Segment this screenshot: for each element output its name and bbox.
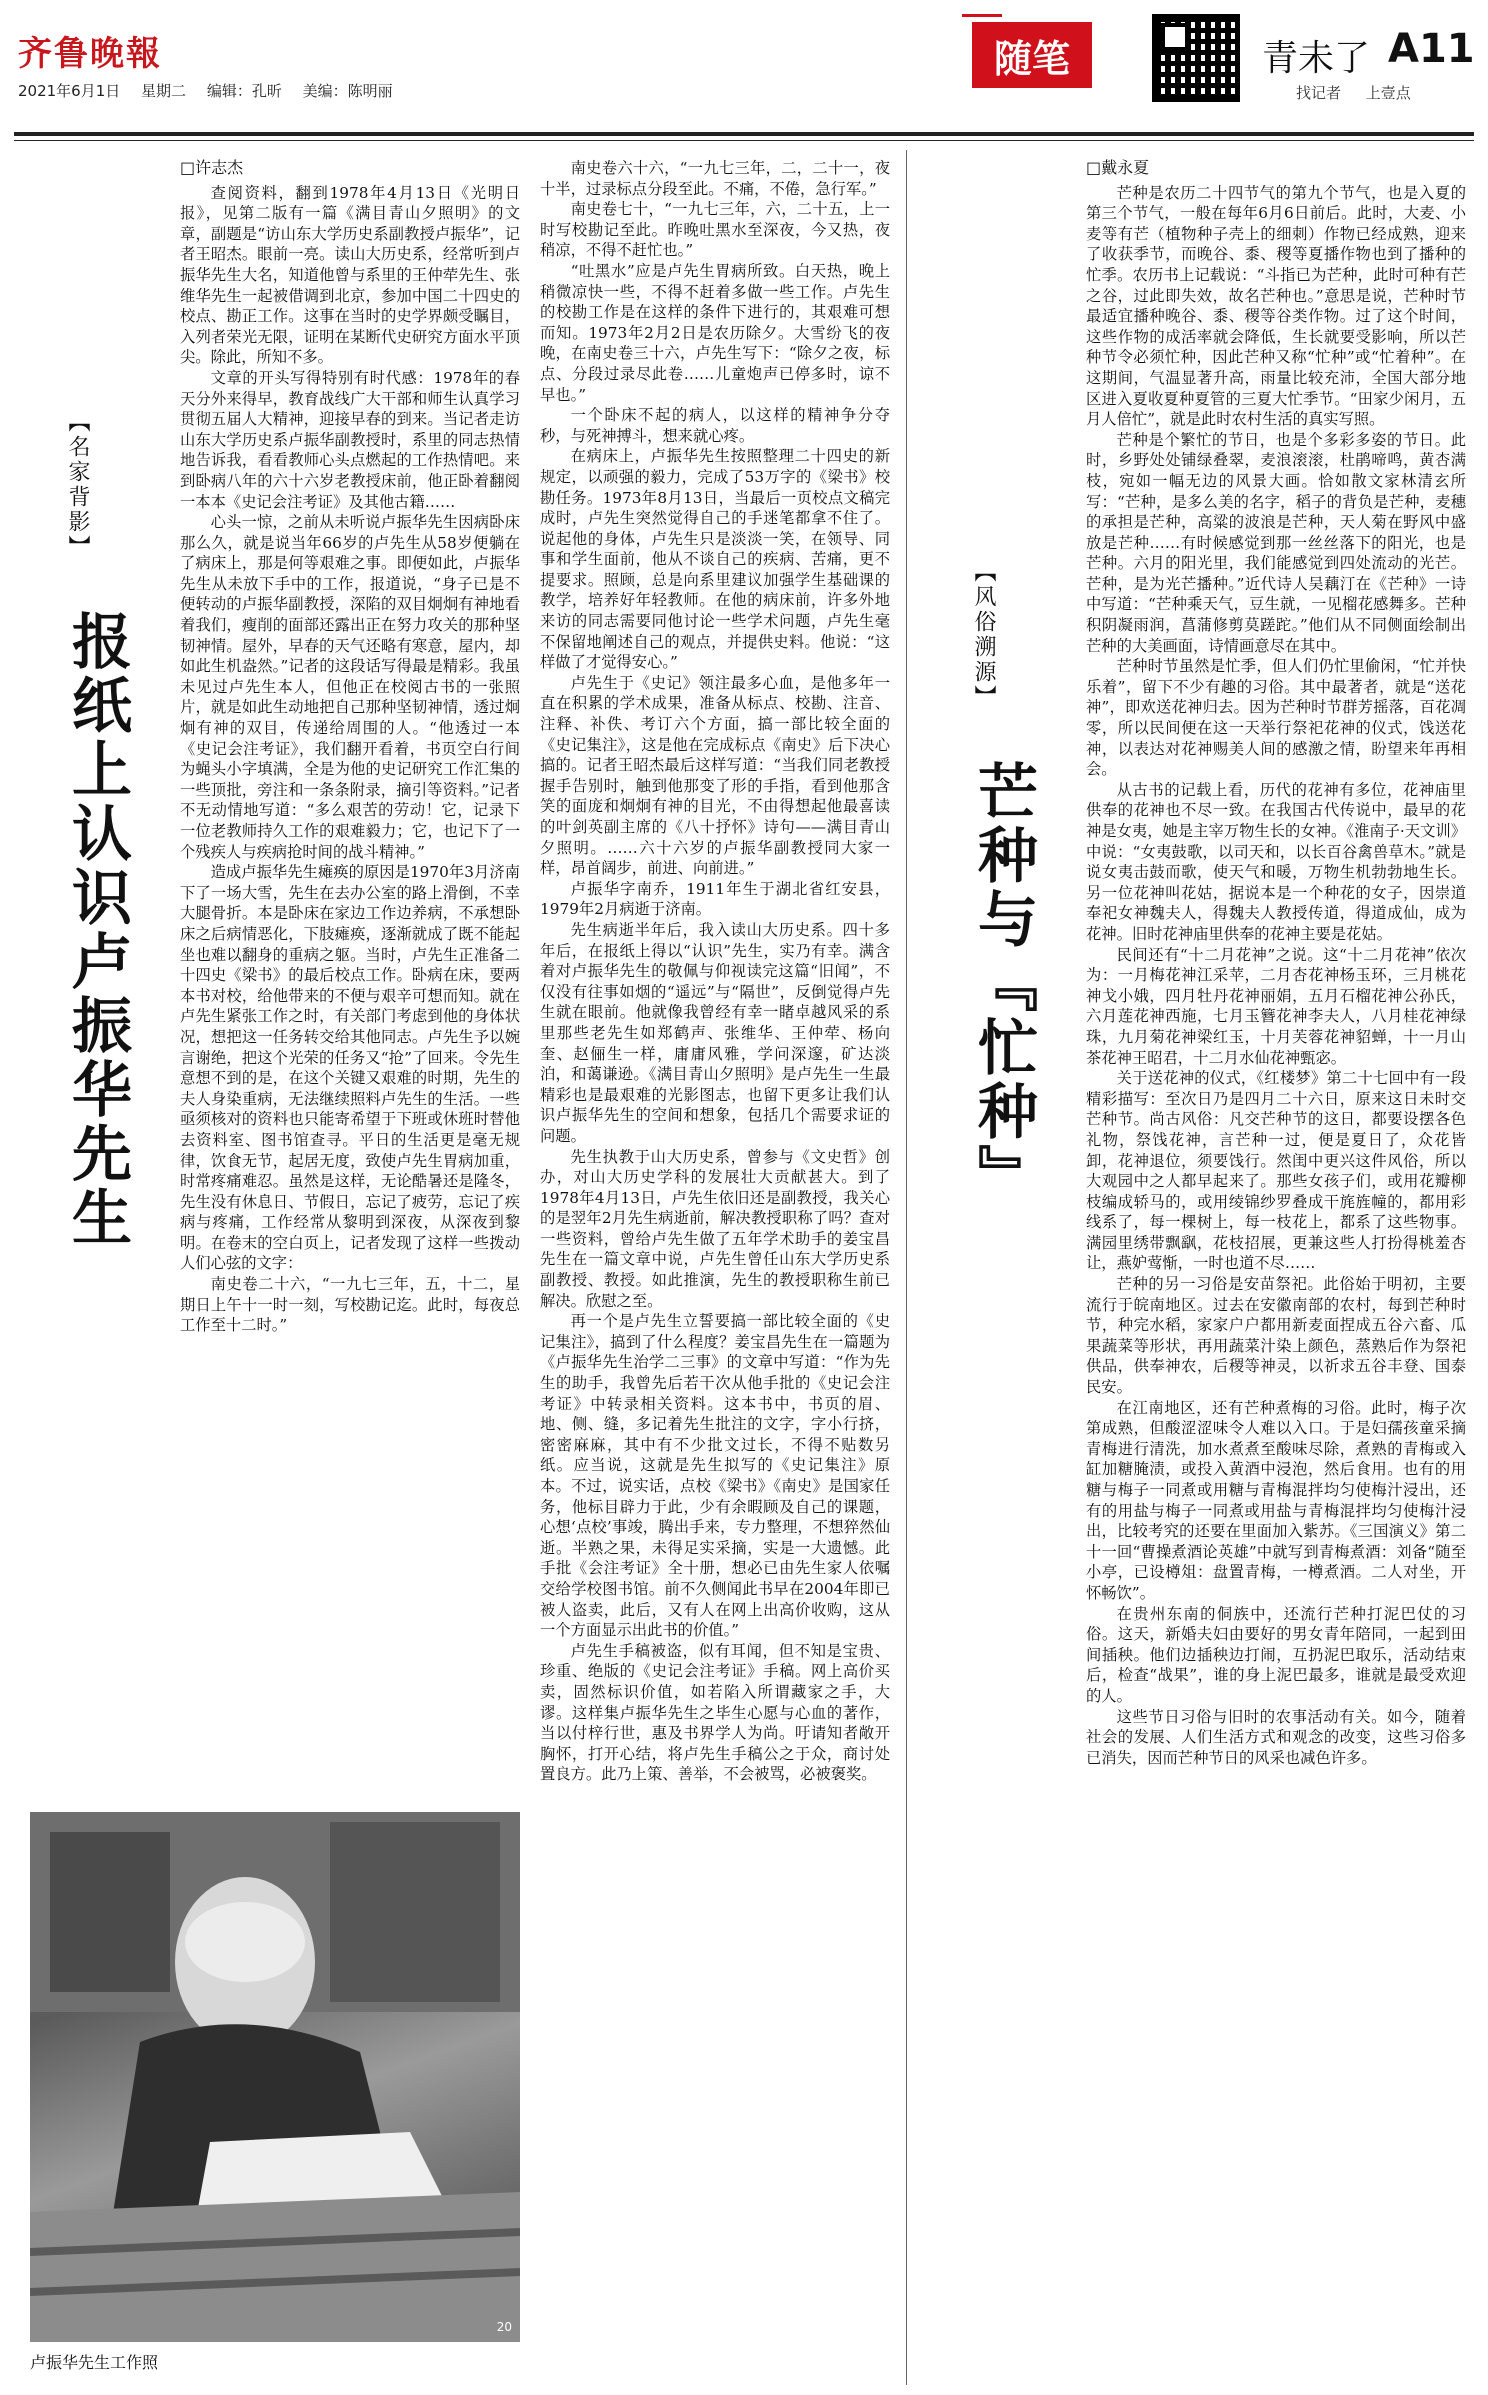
article2-title: 芒种与『忙种』 [968, 760, 1038, 1208]
page-number: A11 [1388, 26, 1475, 72]
paragraph: 南史卷七十，“一九七三年，六，二十五，上一时写校勘记至此。昨晚吐黑水至深夜，今又热，夜稍凉，不得不赶忙也。” [540, 200, 890, 260]
newspaper-logo: 齐鲁晚報 [18, 34, 162, 74]
paragraph: 再一个是卢先生立誓要搞一部比较全面的《史记集注》，搞到了什么程度？姜宝昌先生在一篇题为《卢振华先生治学二三事》的文章中写道：“作为先生的助手，我曾先后若干次从他手批的《史记会注考证》中转录相关资料。这本书中，书页的眉、地、侧、缝，多记着先生批注的文字，字小行挤，密密麻麻，其中有不少批文过长，不得不贴数另纸。应当说，这就是先生拟写的《史记集注》原本。不过，说实话，点校《梁书》《南史》是国家任务，他标目辟力于此，少有余暇顾及自己的课题，心想‘点校’事竣，腾出手来，专力整理，不想猝然仙逝。半熟之果，未得足实采摘，实是一大遗憾。此手批《会注考证》全十册，想必已由先生家人依嘱交给学校图书馆。前不久侧闻此书早在2004年即已被人盗卖，此后，又有人在网上出高价收购，这从一个方面显示出此书的价值。” [540, 1312, 890, 1640]
qr-code-icon [1152, 14, 1240, 102]
section-tag: 随笔 [972, 22, 1092, 88]
paragraph: 在江南地区，还有芒种煮梅的习俗。此时，梅子次第成熟，但酸涩涩味令人难以入口。于是妇孺孩童采摘青梅进行清洗，加水煮煮至酸味尽除，煮熟的青梅或入缸加糖腌渍，或投入黄酒中浸泡，然后食用。也有的用糖与梅子一同煮或用糖与青梅混拌均匀使梅汁浸出，还有的用盐与梅子一同煮或用盐与青梅混拌均匀使梅汁浸出，比较考究的还要在里面加入紫苏。《三国演义》第二十一回“曹操煮酒论英雄”中就写到青梅煮酒：刘备“随至小亭，已设樽俎：盘置青梅，一樽煮酒。二人对坐，开怀畅饮”。 [1086, 1398, 1466, 1602]
paragraph: 芒种是农历二十四节气的第九个节气，也是入夏的第三个节气，一般在每年6月6日前后。此时，大麦、小麦等有芒（植物种子壳上的细刺）作物已经成熟，迎来了收获季节，而晚谷、黍、稷等夏播作物也到了播种的忙季。农历书上记载说：“斗指已为芒种，此时可种有芒之谷，过此即失效，故名芒种也。”意思是说，芒种时节最适宜播种晚谷、黍、稷等谷类作物。过了这个时间，这些作物的成活率就会降低，生长就要受影响，所以芒种节令必须忙种，因此芒种又称“忙种”或“忙着种”。在这期间，气温显著升高，雨量比较充沛，全国大部分地区进入夏收夏种夏管的三夏大忙季节。“田家少闲月，五月人倍忙”，就是此时农村生活的真实写照。 [1086, 183, 1466, 429]
paragraph: 先生病逝半年后，我入读山大历史系。四十多年后，在报纸上得以“认识”先生，实乃有幸。满含着对卢振华先生的敬佩与仰视读完这篇“旧闻”，不仅没有往事如烟的“遥远”与“隔世”，反倒觉得卢先生就在眼前。他就像我曾经有幸一睹卓越风采的系里那些老先生如郑鹤声、张维华、王仲荦、杨向奎、赵俪生一样，庸庸风雅，学问深邃，矿达淡泊，和蔼谦逊。《满目青山夕照明》是卢先生一生最精彩也是最艰难的光影图志，也留下更多让我们认识卢振华先生的空间和想象，包括几个需要求证的问题。 [540, 920, 890, 1145]
page-name: 青未了 [1262, 38, 1371, 79]
article1-title: 报纸上认识卢振华先生 [62, 610, 132, 1250]
photo-caption: 卢振华先生工作照 [30, 2353, 159, 2372]
masthead-rule [14, 132, 1474, 136]
paragraph: 造成卢振华先生瘫痪的原因是1970年3月济南下了一场大雪，先生在去办公室的路上滑倒，不幸大腿骨折。本是卧床在家边工作边养病，不承想卧床之后病情恶化，下肢瘫痪，逐渐就成了既不能起坐也难以翻身的重病之躯。当时，卢先生正准备二十四史《梁书》的最后校点工作。卧病在床，要两本书对校，给他带来的不便与艰辛可想而知。就在卢先生紧张工作之时，有关部门考虑到他的身体状况，想把这一任务转交给其他同志。卢先生予以婉言谢绝，把这个光荣的任务又“抢”了回来。令先生意想不到的是，在这个关键又艰难的时期，先生的夫人身染重病，无法继续照料卢先生的生活。一些亟须核对的资料也只能寄希望于下班或休班时替他去资料室、图书馆查寻。平日的生活更是毫无规律，饮食无节，起居无度，致使卢先生胃病加重，时常疼痛难忍。虽然是这样，无论酷暑还是隆冬，先生没有休息日、节假日，忘记了疲劳，忘记了疾病与疼痛，工作经常从黎明到深夜，从深夜到黎明。在卷末的空白页上，记者发现了这样一些拨动人们心弦的文字： [180, 863, 520, 1273]
article1-tag: 【名家背影】 [65, 410, 90, 560]
article1-column-1 [180, 158, 520, 1798]
paragraph: 心头一惊，之前从未听说卢振华先生因病卧床那么久，就是说当年66岁的卢先生从58岁便躺在了病床上，那是何等艰难之事。即便如此，卢振华先生从未放下手中的工作，报道说，“身子已是不便转动的卢振华副教授，深陷的双目炯炯有神地看着我们，瘦削的面部还露出正在努力攻关的那种坚韧神情。屋外，早春的天气还略有寒意，屋内，却如此生机盎然。”记者的这段话写得最是精彩。我虽未见过卢先生本人，但他正在校阅古书的一张照片，就是如此生动地把自己那种坚韧神情，透过炯炯有神的双目，传递给周围的人。“他透过一本《史记会注考证》，我们翻开看着，书页空白行间为蝇头小字填满，全是为他的史记研究工作汇集的一些顶批，旁注和一条条附录，摘引等资料。”记者不无动情地写道：“多么艰苦的劳动！它，记录下一位老教师持久工作的艰难毅力；它，也记下了一个残疾人与疾病抢时间的战斗精神。” [180, 513, 520, 861]
paragraph: 在贵州东南的侗族中，还流行芒种打泥巴仗的习俗。这天，新婚夫妇由要好的男女青年陪同，一起到田间插秧。他们边插秧边打闹，互扔泥巴取乐，活动结束后，检查“战果”，谁的身上泥巴最多，谁就是最受欢迎的人。 [1086, 1604, 1466, 1705]
paragraph: 卢先生于《史记》领注最多心血，是他多年一直在积累的学术成果，准备从标点、校勘、注音、注释、补佚、考订六个方面，搞一部比较全面的《史记集注》，这是他在完成标点《南史》后下决心搞的。记者王昭杰最后这样写道：“当我们同老教授握手告别时，触到他那变了形的手指，看到他那含笑的面庞和炯炯有神的目光，不由得想起他最喜读的叶剑英副主席的《八十抒怀》诗句——满目青山夕照明。……六十六岁的卢振华副教授同大家一样，昂首阔步，前进、向前进。” [540, 673, 890, 878]
masthead-rule-thin [14, 140, 1474, 141]
paragraph: 从古书的记载上看，历代的花神有多位，花神庙里供奉的花神也不尽一致。在我国古代传说中，最早的花神是女夷，她是主宰万物生长的女神。《淮南子·天文训》中说：“女夷鼓歌，以司天和，以长百谷禽兽草木。”就是说女夷击鼓而歌，使天气和暖，万物生机勃勃地生长。另一位花神叫花姑，据说本是一个种花的女子，因崇道奉祀女神魏夫人，得魏夫人教授传道，得道成仙，成为花神。旧时花神庙里供奉的花神主要是花姑。 [1086, 780, 1466, 943]
paragraph: 卢先生手稿被盗，似有耳闻，但不知是宝贵、珍重、绝版的《史记会注考证》手稿。网上高价买卖，固然标识价值，如若陷入所谓藏家之手，大谬。这样集卢振华先生之毕生心愿与心血的著作，当以付梓行世，惠及书界学人为尚。吁请知者敞开胸怀，打开心结，将卢先生手稿公之于众，商讨处置良方。此乃上策、善举，不会被骂，必被褒奖。 [540, 1641, 890, 1784]
paragraph: 一个卧床不起的病人，以这样的精神争分夺秒，与死神搏斗，想来就心疼。 [540, 406, 890, 445]
paragraph: 芒种的另一习俗是安苗祭祀。此俗始于明初，主要流行于皖南地区。过去在安徽南部的农村，每到芒种时节，种完水稻，家家户户都用新麦面捏成五谷六畜、瓜果蔬菜等形状，再用蔬菜汁染上颜色，蒸熟后作为祭祀供品，供奉神农，后稷等神灵，以祈求五谷丰登、国泰民安。 [1086, 1275, 1466, 1397]
paragraph: 文章的开头写得特别有时代感：1978年的春天分外来得早，教育战线广大干部和师生认真学习贯彻五届人大精神，迎接早春的到来。当记者走访山东大学历史系卢振华副教授时，系里的同志热情地告诉我，看看教师心头点燃起的工作热情吧。来到卧病八年的六十六岁老教授床前，他正卧着翻阅一本本《史记会注考证》及其他古籍…… [180, 368, 520, 511]
paragraph: 卢振华字南乔，1911年生于湖北省红安县，1979年2月病逝于济南。 [540, 879, 890, 919]
paragraph: 民间还有“十二月花神”之说。这“十二月花神”依次为：一月梅花神江采苹，二月杏花神杨玉环，三月桃花神戈小娥，四月牡丹花神丽娟，五月石榴花神公孙氏，六月莲花神西施，七月玉簪花神李夫人，八月桂花神绿珠，九月菊花神梁红玉，十月芙蓉花神貂蝉，十一月山茶花神王昭君，十二月水仙花神甄宓。 [1086, 945, 1466, 1067]
paragraph: 在病床上，卢振华先生按照整理二十四史的新规定，以顽强的毅力，完成了53万字的《梁书》校勘任务。1973年8月13日，当最后一页校点文稿完成时，卢先生突然觉得自己的手迷笔都拿不住了。说起他的身体，卢先生只是淡淡一笑，在领导、同事和学生面前，他从不谈自己的疾病、苦痛，更不提要求。照顾，总是向系里建议加强学生基础课的教学，培养好年轻教师。在他的病床前，许多外地来访的同志需要同他讨论一些学术问题，卢先生毫不保留地阐述自己的观点，并提供史料。他说：“这样做了才觉得安心。” [540, 447, 890, 672]
photo-number: 20 [496, 2320, 512, 2334]
issue-weekday: 星期二 [141, 82, 187, 100]
paragraph: 关于送花神的仪式，《红楼梦》第二十七回中有一段精彩描写：至次日乃是四月二十六日，原来这日未时交芒种节。尚古风俗：凡交芒种节的这日，都要设摆各色礼物，祭饯花神，言芒种一过，便是夏日了，众花皆卸，花神退位，须要饯行。然闺中更兴这件风俗，所以大观园中之人都早起来了。那些女孩子们，或用花瓣柳枝编成轿马的，或用绫锦纱罗叠成干旄旌幢的，都用彩线系了，每一棵树上，每一枝花上，都系了这些物事。满园里绣带飘飖，花枝招展，更兼这些人打扮得桃羞杏让，燕妒莺惭，一时也道不尽…… [1086, 1069, 1466, 1273]
paragraph: 先生执教于山大历史系，曾参与《文史哲》创办，对山大历史学科的发展壮大贡献甚大。到了1978年4月13日，卢先生依旧还是副教授，我关心的是翌年2月先生病逝前，解决教授职称了吗？查对一些资料，曾给卢先生做了五年学术助手的姜宝昌先生在一篇文章中说，卢先生曾任山东大学历史系副教授、教授。如此推演，先生的教授职称生前已解决。欣慰之至。 [540, 1147, 890, 1310]
reporter-byline: 找记者 上壹点 [1296, 84, 1411, 102]
paragraph: 南史卷二十六，“一九七三年，五，十二，星期日上午十一时一刻，写校勘记迄。此时，每夜总工作至十二时。” [180, 1275, 520, 1335]
designer-credit: 美编：陈明丽 [302, 82, 393, 100]
issue-meta [18, 80, 409, 101]
paragraph: 芒种时节虽然是忙季，但人们仍忙里偷闲，“忙并快乐着”，留下不少有趣的习俗。其中最著者，就是“送花神”，即欢送花神归去。因为芒种时节群芳摇落，百花凋零，所以民间便在这一天举行祭祀花神的仪式，饯送花神，以表达对花神赐美人间的感激之情，盼望来年再相会。 [1086, 657, 1466, 779]
paragraph: 查阅资料，翻到1978年4月13日《光明日报》，见第二版有一篇《满目青山夕照明》的文章，副题是“访山东大学历史系副教授卢振华”，记者王昭杰。眼前一亮。读山大历史系，经常听到卢振华先生大名，知道他曾与系里的王仲荦先生、张维华先生一起被借调到北京，参加中国二十四史的校点、勘正工作。这事在当时的史学界颇受瞩目，入列者荣光无限，证明在某断代史研究方面水平顶尖。除此，所知不多。 [180, 183, 520, 367]
editor-credit: 编辑：孔昕 [206, 82, 282, 100]
paragraph: “吐黑水”应是卢先生胃病所致。白天热，晚上稍微凉快一些，不得不赶着多做一些工作。卢先生的校勘工作是在这样的条件下进行的，其艰难可想而知。1973年2月2日是农历除夕。大雪纷飞的夜晚，在南史卷三十六，卢先生写下：“除夕之夜，标点、分段过录尽此卷……儿童炮声已停多时，谅不早也。” [540, 261, 890, 404]
article1-author: □许志杰 [180, 158, 244, 177]
article1-photo [30, 1812, 520, 2342]
article2-author: □戴永夏 [1086, 158, 1150, 177]
paragraph: 这些节日习俗与旧时的农事活动有关。如今，随着社会的发展、人们生活方式和观念的改变，这些习俗多已消失，因而芒种节日的风采也减色许多。 [1086, 1707, 1466, 1767]
paragraph: 南史卷六十六，“一九七三年，二，二十一，夜十半，过录标点分段至此。不痛，不倦，急行军。” [540, 159, 890, 198]
issue-date: 2021年6月1日 [18, 82, 121, 100]
article2-column [1086, 158, 1466, 2383]
paragraph: 芒种是个繁忙的节日，也是个多彩多姿的节日。此时，乡野处处铺绿叠翠，麦浪滚滚，杜鹃啼鸣，黄杏满枝，宛如一幅无边的风景大画。恰如散文家林清玄所写：“芒种，是多么美的名字，稻子的背负是芒种，麦穗的承担是芒种，高粱的波浪是芒种，天人菊在野风中盛放是芒种……有时候感觉到那一丝丝落下的阳光，也是芒种。六月的阳光里，我们能感觉到四处流动的光芒。芒种，是为光芒播种。”近代诗人吴藕汀在《芒种》一诗中写道：“芒种乘天气，豆生就，一见榴花感舞多。芒种积阴凝雨润，菖蒲修剪莫蹉跎。”他们从不同侧面绘制出芒种的大美画面，诗情画意尽在其中。 [1086, 430, 1466, 655]
photo-illustration [30, 1812, 520, 2342]
column-divider [906, 150, 907, 2385]
article1-column-2 [540, 158, 890, 2383]
article2-tag: 【风俗溯源】 [971, 560, 996, 710]
